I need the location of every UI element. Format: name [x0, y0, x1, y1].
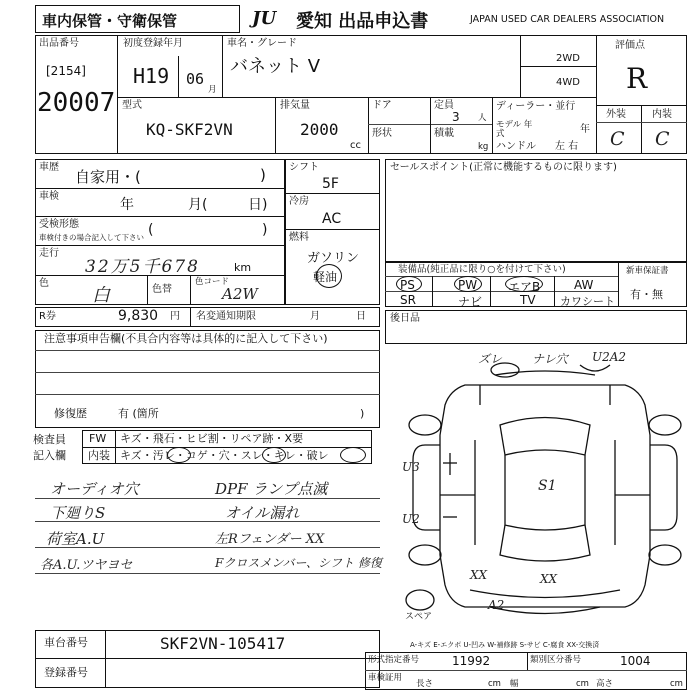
color-code-label: 色コード [195, 277, 230, 287]
mark-spare: スペア [405, 612, 433, 622]
notes-label: 注意事項申告欄(不具合内容等は具体的に記入して下さい) [44, 332, 328, 345]
mark-side-top: U3 [402, 460, 420, 474]
registration-month-unit: 月 [208, 85, 217, 95]
registration-label: 初度登録年月 [123, 38, 183, 49]
equip-tv: TV [520, 293, 536, 307]
category-label: 類別区分番号 [530, 655, 582, 665]
top-section [35, 35, 687, 154]
repair-close: ) [360, 407, 365, 420]
mileage-value: 32万5千678 [85, 257, 200, 277]
form-title: 愛知 出品申込書 [296, 11, 429, 32]
equip-pw: PW [458, 278, 478, 292]
model-year-unit: 年 [580, 124, 590, 135]
handle-value: 左 右 [555, 141, 579, 152]
mark-top-left: ズレ [478, 352, 503, 366]
dimension-length-unit: cm [488, 679, 501, 689]
registration-month: 06 [186, 70, 205, 88]
category-value: 1004 [620, 654, 651, 668]
handwritten-note-r4: Fクロスメンバー、シフト 修復 [215, 556, 382, 570]
car-label: 車名・グレード [227, 38, 297, 49]
chassis-label: 車台番号 [44, 636, 88, 649]
fw-label: FW [89, 432, 107, 445]
displacement-value: 2000 [300, 120, 339, 139]
drive-2wd: 2WD [556, 53, 580, 64]
handwritten-note-2: 下廻りS [50, 504, 106, 522]
ju-logo [252, 8, 290, 30]
fuel-alt: 軽油 [313, 270, 338, 284]
inspection-label: 車検 [39, 191, 59, 202]
mark-side-bottom: U2 [402, 512, 420, 526]
damage-legend: A-キズ E-エクボ U-凹み W-補修跡 S-サビ C-腐食 XX-交換済 [410, 641, 600, 649]
shift-value: 5F [322, 176, 339, 192]
dimensions-label: 車検証用 [368, 673, 403, 683]
type-designation-label: 形式指定番号 [368, 655, 420, 665]
receive-form-note: 車検付きの場合記入して下さい [39, 233, 144, 242]
equip-navi: ナビ [458, 295, 483, 309]
mileage-unit: km [234, 261, 252, 274]
chassis-value: SKF2VN-105417 [160, 634, 286, 653]
shift-label: シフト [289, 162, 319, 173]
mark-top-center: ナレ穴 [532, 352, 568, 366]
dealer-label: ディーラー・並行 [496, 101, 576, 112]
evaluation-score: R [626, 62, 648, 95]
capacity-value: 3 [452, 110, 460, 124]
model-label: 型式 [122, 100, 142, 111]
fw-items: キズ・飛石・ヒビ割・リペア跡・X要 [120, 432, 304, 445]
load-unit: kg [478, 142, 489, 152]
history-close: ) [260, 166, 266, 184]
handwritten-note-1: オーディオ穴 [50, 480, 139, 498]
capacity-unit: 人 [478, 113, 487, 123]
dimension-height: 高さ [596, 679, 614, 689]
fuel-label: 燃料 [289, 232, 309, 243]
mileage-label: 走行 [39, 248, 59, 259]
recycle-value: 9,830 [118, 308, 159, 324]
mark-center: S1 [538, 478, 557, 494]
sales-point-block [385, 159, 687, 262]
drive-4wd: 4WD [556, 77, 580, 88]
sales-point-label: セールスポイント(正常に機能するものに限ります) [390, 162, 617, 173]
stain-circle [167, 447, 191, 463]
inspector-interior-items: キズ・汚レ・コゲ・穴・スレ・キレ・破レ [120, 449, 329, 462]
notice-day: 日 [356, 311, 366, 322]
equip-sr: SR [400, 293, 416, 307]
equip-leather: カワシート [560, 295, 615, 308]
shape-label: 形状 [372, 128, 392, 139]
interior-grade: C [655, 128, 670, 150]
model-year-label: モデル 年式 [496, 120, 533, 139]
equip-airbag-circle [505, 276, 543, 292]
color-label: 色 [39, 278, 49, 289]
receive-form-label: 受検形態 [39, 219, 79, 230]
handwritten-note-r3: 左Rフェンダー XX [215, 532, 325, 547]
storage-text: 車内保管・守衛保管 [42, 12, 178, 30]
mark-top-right: U2A2 [592, 350, 627, 364]
register-label: 登録番号 [44, 666, 88, 679]
registration-year: H19 [133, 64, 170, 88]
evaluation-label: 評価点 [615, 40, 645, 51]
mark-rear-left: XX [470, 568, 488, 582]
model-value: KQ-SKF2VN [146, 120, 233, 139]
dimension-width: 幅 [510, 679, 519, 689]
equipment-label: 装備品(純正品に限り○を付けて下さい) [398, 264, 566, 275]
interior-label: 内装 [652, 109, 672, 120]
exterior-label: 外装 [606, 109, 626, 120]
tear-circle [340, 447, 366, 463]
handle-label: ハンドル [496, 141, 536, 152]
displacement-unit: cc [350, 140, 361, 151]
history-label: 車歴 [39, 162, 59, 173]
equip-airbag: エアB [508, 280, 541, 294]
inspection-month: 月( [188, 197, 208, 213]
exterior-grade: C [610, 128, 625, 150]
handwritten-note-r1: DPF ランプ点滅 [215, 480, 328, 498]
receive-form-open: ( [148, 222, 154, 238]
color-change-label: 色替 [152, 284, 172, 295]
history-value: 自家用・( [75, 168, 141, 186]
equip-aw: AW [574, 278, 594, 292]
handwritten-note-r2: オイル漏れ [225, 504, 300, 522]
listing-number: 20007 [37, 88, 116, 118]
car-name: バネット V [230, 56, 321, 77]
aircon-label: 冷房 [289, 196, 309, 207]
notice-label: 名変通知期限 [196, 311, 256, 322]
logo-text: JU [252, 8, 277, 29]
receive-form-close: ) [262, 222, 268, 238]
repair-value: 有 (箇所 [118, 407, 159, 420]
equip-pw-circle [454, 276, 482, 292]
new-cert-value: 有・無 [630, 288, 663, 301]
record-label: 記入欄 [33, 449, 66, 462]
notice-month: 月 [310, 311, 320, 322]
inspection-day: 日) [248, 197, 268, 213]
type-designation-value: 11992 [452, 654, 491, 668]
repair-label: 修復歴 [54, 407, 87, 420]
inspector-label: 検査員 [33, 433, 66, 446]
form-title-en: JAPAN USED CAR DEALERS ASSOCIATION [470, 14, 665, 25]
color-value: 白 [92, 285, 110, 306]
doors-label: ドア [372, 100, 392, 111]
equip-ps-circle [396, 276, 422, 292]
storage-box [35, 5, 240, 33]
equip-ps: PS [400, 278, 415, 292]
inspection-year: 年 [120, 197, 134, 213]
load-label: 積載 [434, 128, 454, 139]
fuel-value: ガソリン [307, 251, 360, 266]
inspector-interior-label: 内装 [88, 449, 110, 462]
dimension-width-unit: cm [576, 679, 589, 689]
recycle-unit: 円 [170, 311, 180, 322]
mark-bottom: A2 [488, 598, 505, 612]
handwritten-note-4: 各A.U.ツヤヨセ [40, 558, 133, 573]
mark-rear-center: XX [540, 572, 558, 586]
dimension-height-unit: cm [670, 679, 683, 689]
attachments-block [385, 310, 687, 344]
dimension-length: 長さ [416, 679, 434, 689]
recycle-label: R券 [39, 311, 56, 322]
attachments-label: 後日品 [390, 313, 420, 324]
listing-subnumber: [2154] [46, 64, 86, 78]
capacity-label: 定員 [434, 100, 454, 111]
listing-label: 出品番号 [39, 38, 79, 49]
scuff-circle [262, 447, 286, 463]
aircon-value: AC [322, 211, 342, 227]
color-code-value: A2W [222, 285, 258, 303]
handwritten-note-3: 荷室A.U [46, 530, 105, 548]
new-cert-label: 新車保証書 [626, 266, 669, 276]
displacement-label: 排気量 [280, 100, 310, 111]
